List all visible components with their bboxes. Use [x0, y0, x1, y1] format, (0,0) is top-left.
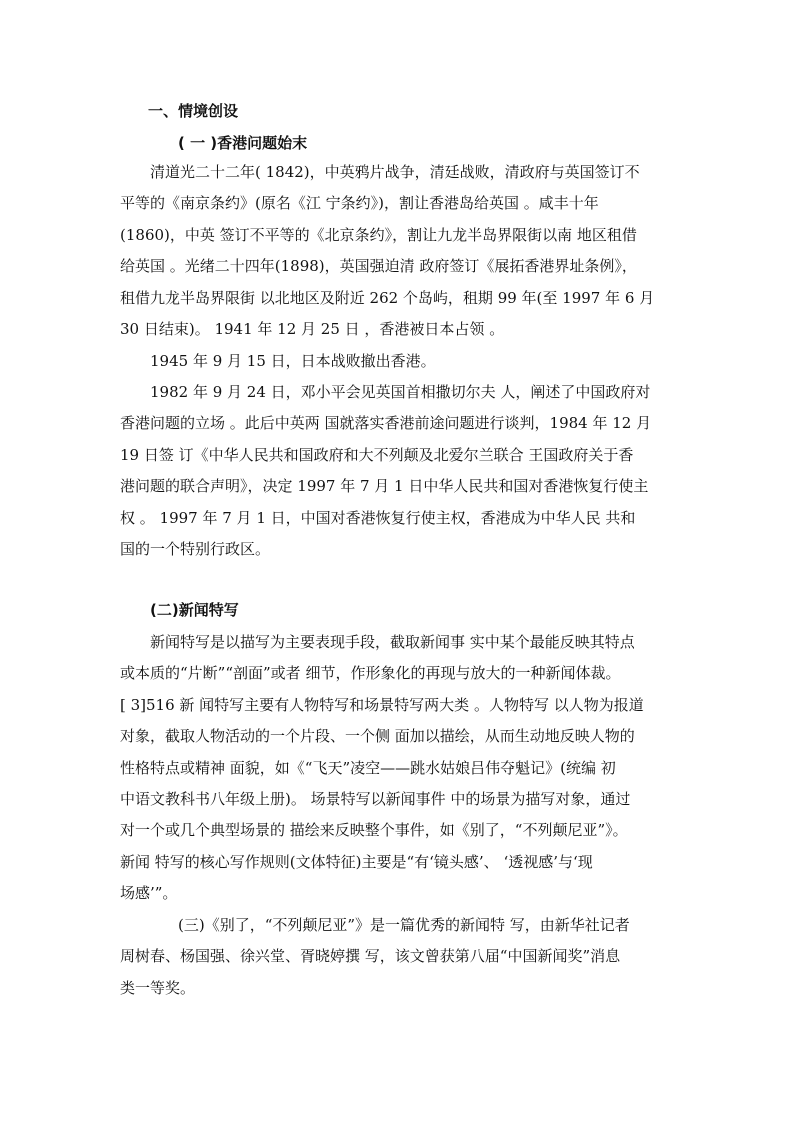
- paragraph-line: 新闻特写是以描写为主要表现手段，截取新闻事 实中某个最能反映其特点: [150, 633, 635, 651]
- paragraph-line: 新闻 特写的核心写作规则(文体特征)主要是“有‘镜头感’、 ‘透视感’与‘现: [120, 853, 593, 871]
- subsection-heading-2: (二)新闻特写: [150, 601, 239, 619]
- paragraph-line: 周树春、杨国强、徐兴堂、胥晓婷撰 写，该文曾获第八届“中国新闻奖”消息: [120, 947, 621, 965]
- paragraph-line: 中语文教科书八年级上册)。 场景特写以新闻事件 中的场景为描写对象，通过: [120, 790, 631, 808]
- paragraph-line: 1945 年 9 月 15 日，日本战败撤出香港。: [150, 352, 436, 370]
- paragraph-line: [ 3]516 新 闻特写主要有人物特写和场景特写两大类 。人物特写 以人物为报道: [120, 696, 644, 714]
- paragraph-line: 权 。 1997 年 7 月 1 日，中国对香港恢复行使主权，香港成为中华人民 共和: [120, 509, 636, 527]
- paragraph-line: 香港问题的立场 。此后中英两 国就落实香港前途问题进行谈判，1984 年 12 月: [120, 414, 652, 432]
- paragraph-line: 1982 年 9 月 24 日，邓小平会见英国首相撒切尔夫 人，阐述了中国政府对: [150, 383, 651, 401]
- paragraph-line: 港问题的联合声明》，决定 1997 年 7 月 1 日中华人民共和国对香港恢复行使主: [120, 477, 649, 495]
- section-heading: 一、情境创设: [148, 102, 239, 120]
- paragraph-line: 19 日签 订《中华人民共和国政府和大不列颠及北爱尔兰联合 王国政府关于香: [120, 446, 634, 464]
- paragraph-line: 清道光二十二年( 1842)，中英鸦片战争，清廷战败，清政府与英国签订不: [150, 163, 640, 181]
- paragraph-line: 对一个或几个典型场景的 描绘来反映整个事件，如《别了，“不列颠尼亚”》。: [120, 821, 628, 839]
- paragraph-line: 给英国 。光绪二十四年(1898)，英国强迫清 政府签订《展拓香港界址条例》，: [120, 257, 637, 275]
- paragraph-line: 租借九龙半岛界限街 以北地区及附近 262 个岛屿，租期 99 年(至 1997 年 6 月: [120, 289, 655, 307]
- paragraph-line: 对象，截取人物活动的一个片段、一个侧 面加以描绘，从而生动地反映人物的: [120, 727, 635, 745]
- paragraph-line: 场感’”。: [120, 884, 178, 902]
- paragraph-line: 国的一个特别行政区。: [120, 540, 271, 558]
- subsection-heading-1: ( 一 )香港问题始末: [178, 134, 308, 152]
- paragraph-line: 类一等奖。: [120, 979, 196, 997]
- paragraph-line: 或本质的“片断”“剖面”或者 细节，作形象化的再现与放大的一种新闻体裁。: [120, 664, 621, 682]
- paragraph-line: 30 日结束)。 1941 年 12 月 25 日 ，香港被日本占领 。: [120, 320, 505, 338]
- paragraph-line: 平等的《南京条约》(原名《江 宁条约》)，割让香港岛给英国 。咸丰十年: [120, 194, 599, 212]
- paragraph-line: (三)《别了，“不列颠尼亚”》是一篇优秀的新闻特 写，由新华社记者: [178, 916, 630, 934]
- paragraph-line: 性格特点或精神 面貌，如《“飞天”凌空——跳水姑娘吕伟夺魁记》(统编 初: [120, 759, 616, 777]
- paragraph-line: (1860)，中英 签订不平等的《北京条约》，割让九龙半岛界限街以南 地区租借: [120, 226, 637, 244]
